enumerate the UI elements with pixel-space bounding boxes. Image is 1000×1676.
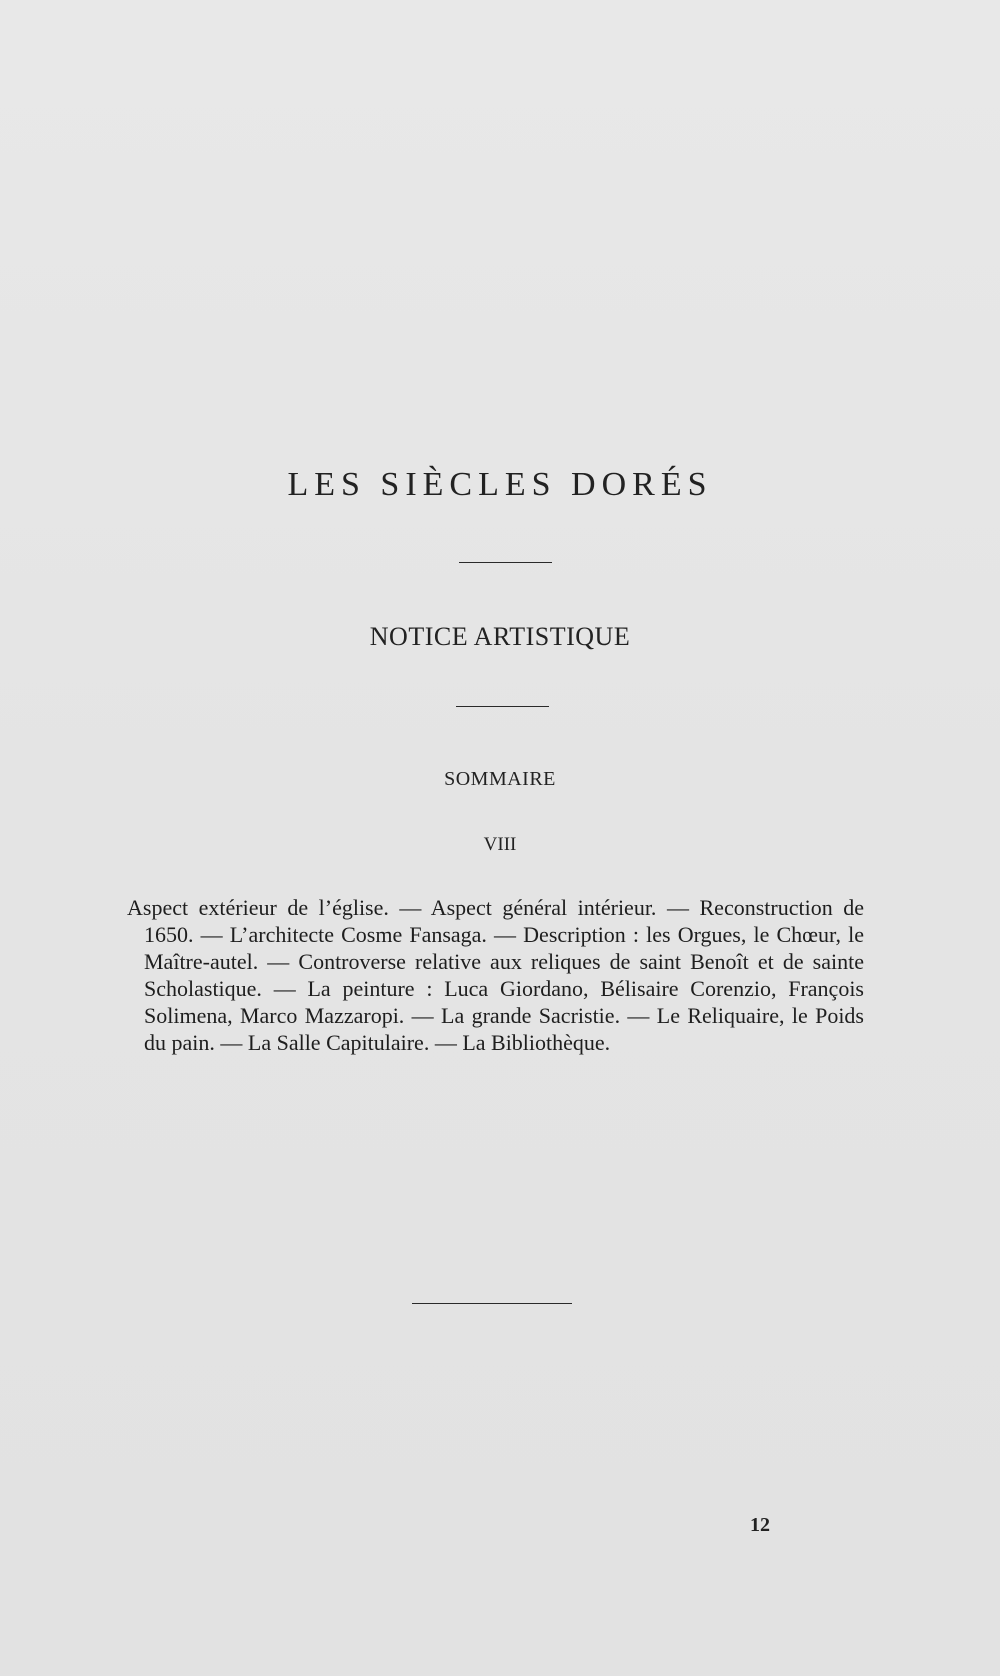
- summary-paragraph: Aspect extérieur de l’église. — Aspect général intérieur. — Reconstruction de 1650. — L’architecte Cosme Fansaga. — Description : les Orgues, le Chœur, le Maître-autel. — Controverse relative aux reliques de saint Benoît et de sainte Scholastique. — La peinture : Luca Giordano, Bélisaire Corenzio, François Solimena, Marco Mazzaropi. — La grande Sacristie. — Le Reliquaire, le Poids du pain. — La Salle Capitulaire. — La Bibliothèque.: [127, 895, 864, 1055]
- page-title: LES SIÈCLES DORÉS: [287, 466, 713, 503]
- summary-heading: SOMMAIRE: [444, 768, 556, 790]
- title-divider: [459, 562, 552, 563]
- chapter-numeral: VIII: [483, 834, 517, 855]
- section-subtitle: NOTICE ARTISTIQUE: [369, 622, 631, 651]
- closing-divider: [412, 1303, 572, 1304]
- subtitle-divider: [456, 706, 549, 707]
- page-number: 12: [750, 1514, 770, 1536]
